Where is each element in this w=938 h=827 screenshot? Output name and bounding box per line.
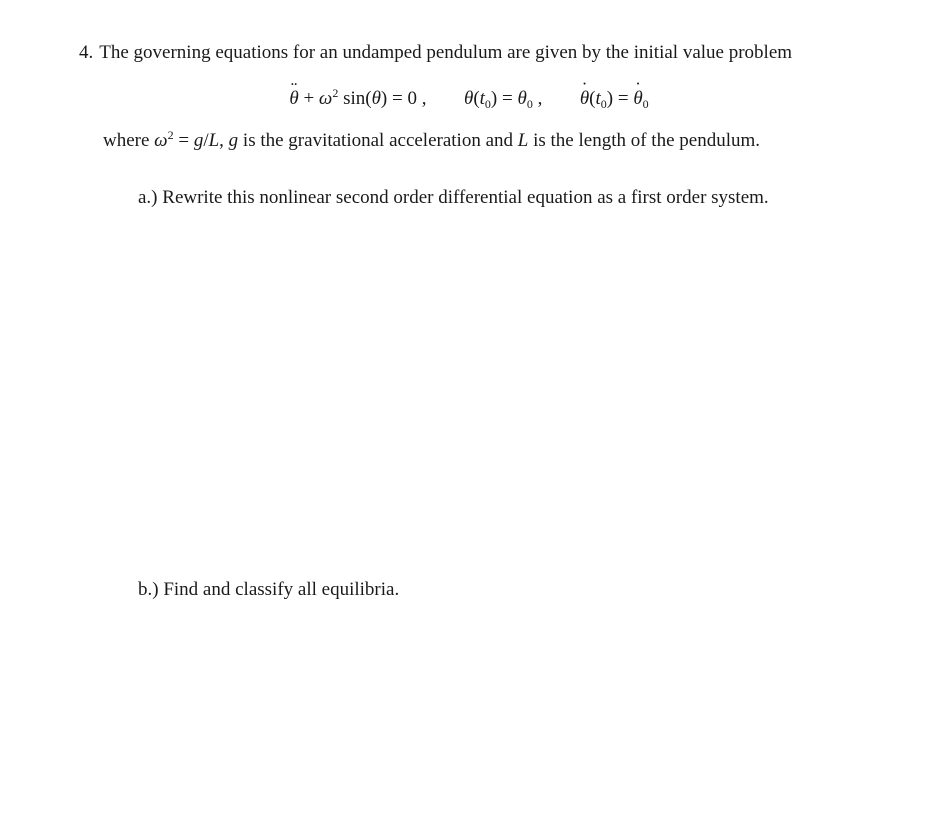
- problem-text: The governing equations for an undamped pendulum are given by the initial value problem: [99, 42, 793, 63]
- where-equals: =: [173, 130, 194, 151]
- part-a: [138, 186, 769, 210]
- part-a-text: Rewrite this nonlinear second order differential equation as a first order system.: [162, 187, 769, 208]
- ic1-t: t: [479, 88, 485, 109]
- ic2-theta0-dot: ˙ θ: [633, 87, 642, 111]
- sin-function: sin(: [338, 88, 372, 109]
- ic2-t: t: [595, 88, 601, 109]
- ic1-open-paren: (: [473, 88, 480, 109]
- where-comma: ,: [219, 130, 229, 151]
- part-a-label: a.): [138, 187, 158, 208]
- theta-arg: θ: [371, 88, 381, 109]
- ic2-t-subscript: 0: [600, 97, 607, 111]
- where-L-symbol: L: [517, 130, 529, 151]
- omega-symbol: ω: [318, 88, 333, 109]
- part-b-text: Find and classify all equilibria.: [163, 579, 400, 600]
- ic2-equals: ) =: [606, 88, 634, 109]
- ic1-t-subscript: 0: [484, 97, 491, 111]
- where-text-gravity: is the gravitational acceleration and: [238, 130, 518, 151]
- ic2-open-paren: (: [589, 88, 596, 109]
- problem-statement: [79, 41, 792, 65]
- ic1-equals: ) =: [490, 88, 518, 109]
- ic1-theta0: θ: [517, 88, 527, 109]
- ic1-comma: ,: [532, 88, 543, 109]
- ic1-theta: θ: [463, 88, 474, 109]
- equals-zero: ) = 0 ,: [380, 88, 427, 109]
- part-b-label: b.): [138, 579, 159, 600]
- problem-number: 4.: [79, 42, 94, 63]
- theta-double-dot: ¨ θ: [289, 87, 298, 111]
- where-omega: ω: [154, 130, 168, 151]
- omega-exponent: 2: [332, 86, 339, 100]
- plus-sign: +: [298, 88, 319, 109]
- where-clause: [103, 129, 760, 153]
- where-L-denominator: L: [208, 130, 220, 151]
- part-b: [138, 578, 399, 602]
- ic2-theta-dot: ˙ θ: [580, 87, 589, 111]
- where-slash: /: [203, 130, 209, 151]
- where-word: where: [103, 130, 155, 151]
- governing-equation: [0, 87, 938, 111]
- where-g-numerator: g: [193, 130, 204, 151]
- ic1-theta0-subscript: 0: [526, 97, 533, 111]
- where-text-length: is the length of the pendulum.: [528, 130, 761, 151]
- where-omega-exponent: 2: [167, 128, 174, 142]
- where-g-symbol: g: [228, 130, 239, 151]
- ic2-theta0-subscript: 0: [642, 97, 649, 111]
